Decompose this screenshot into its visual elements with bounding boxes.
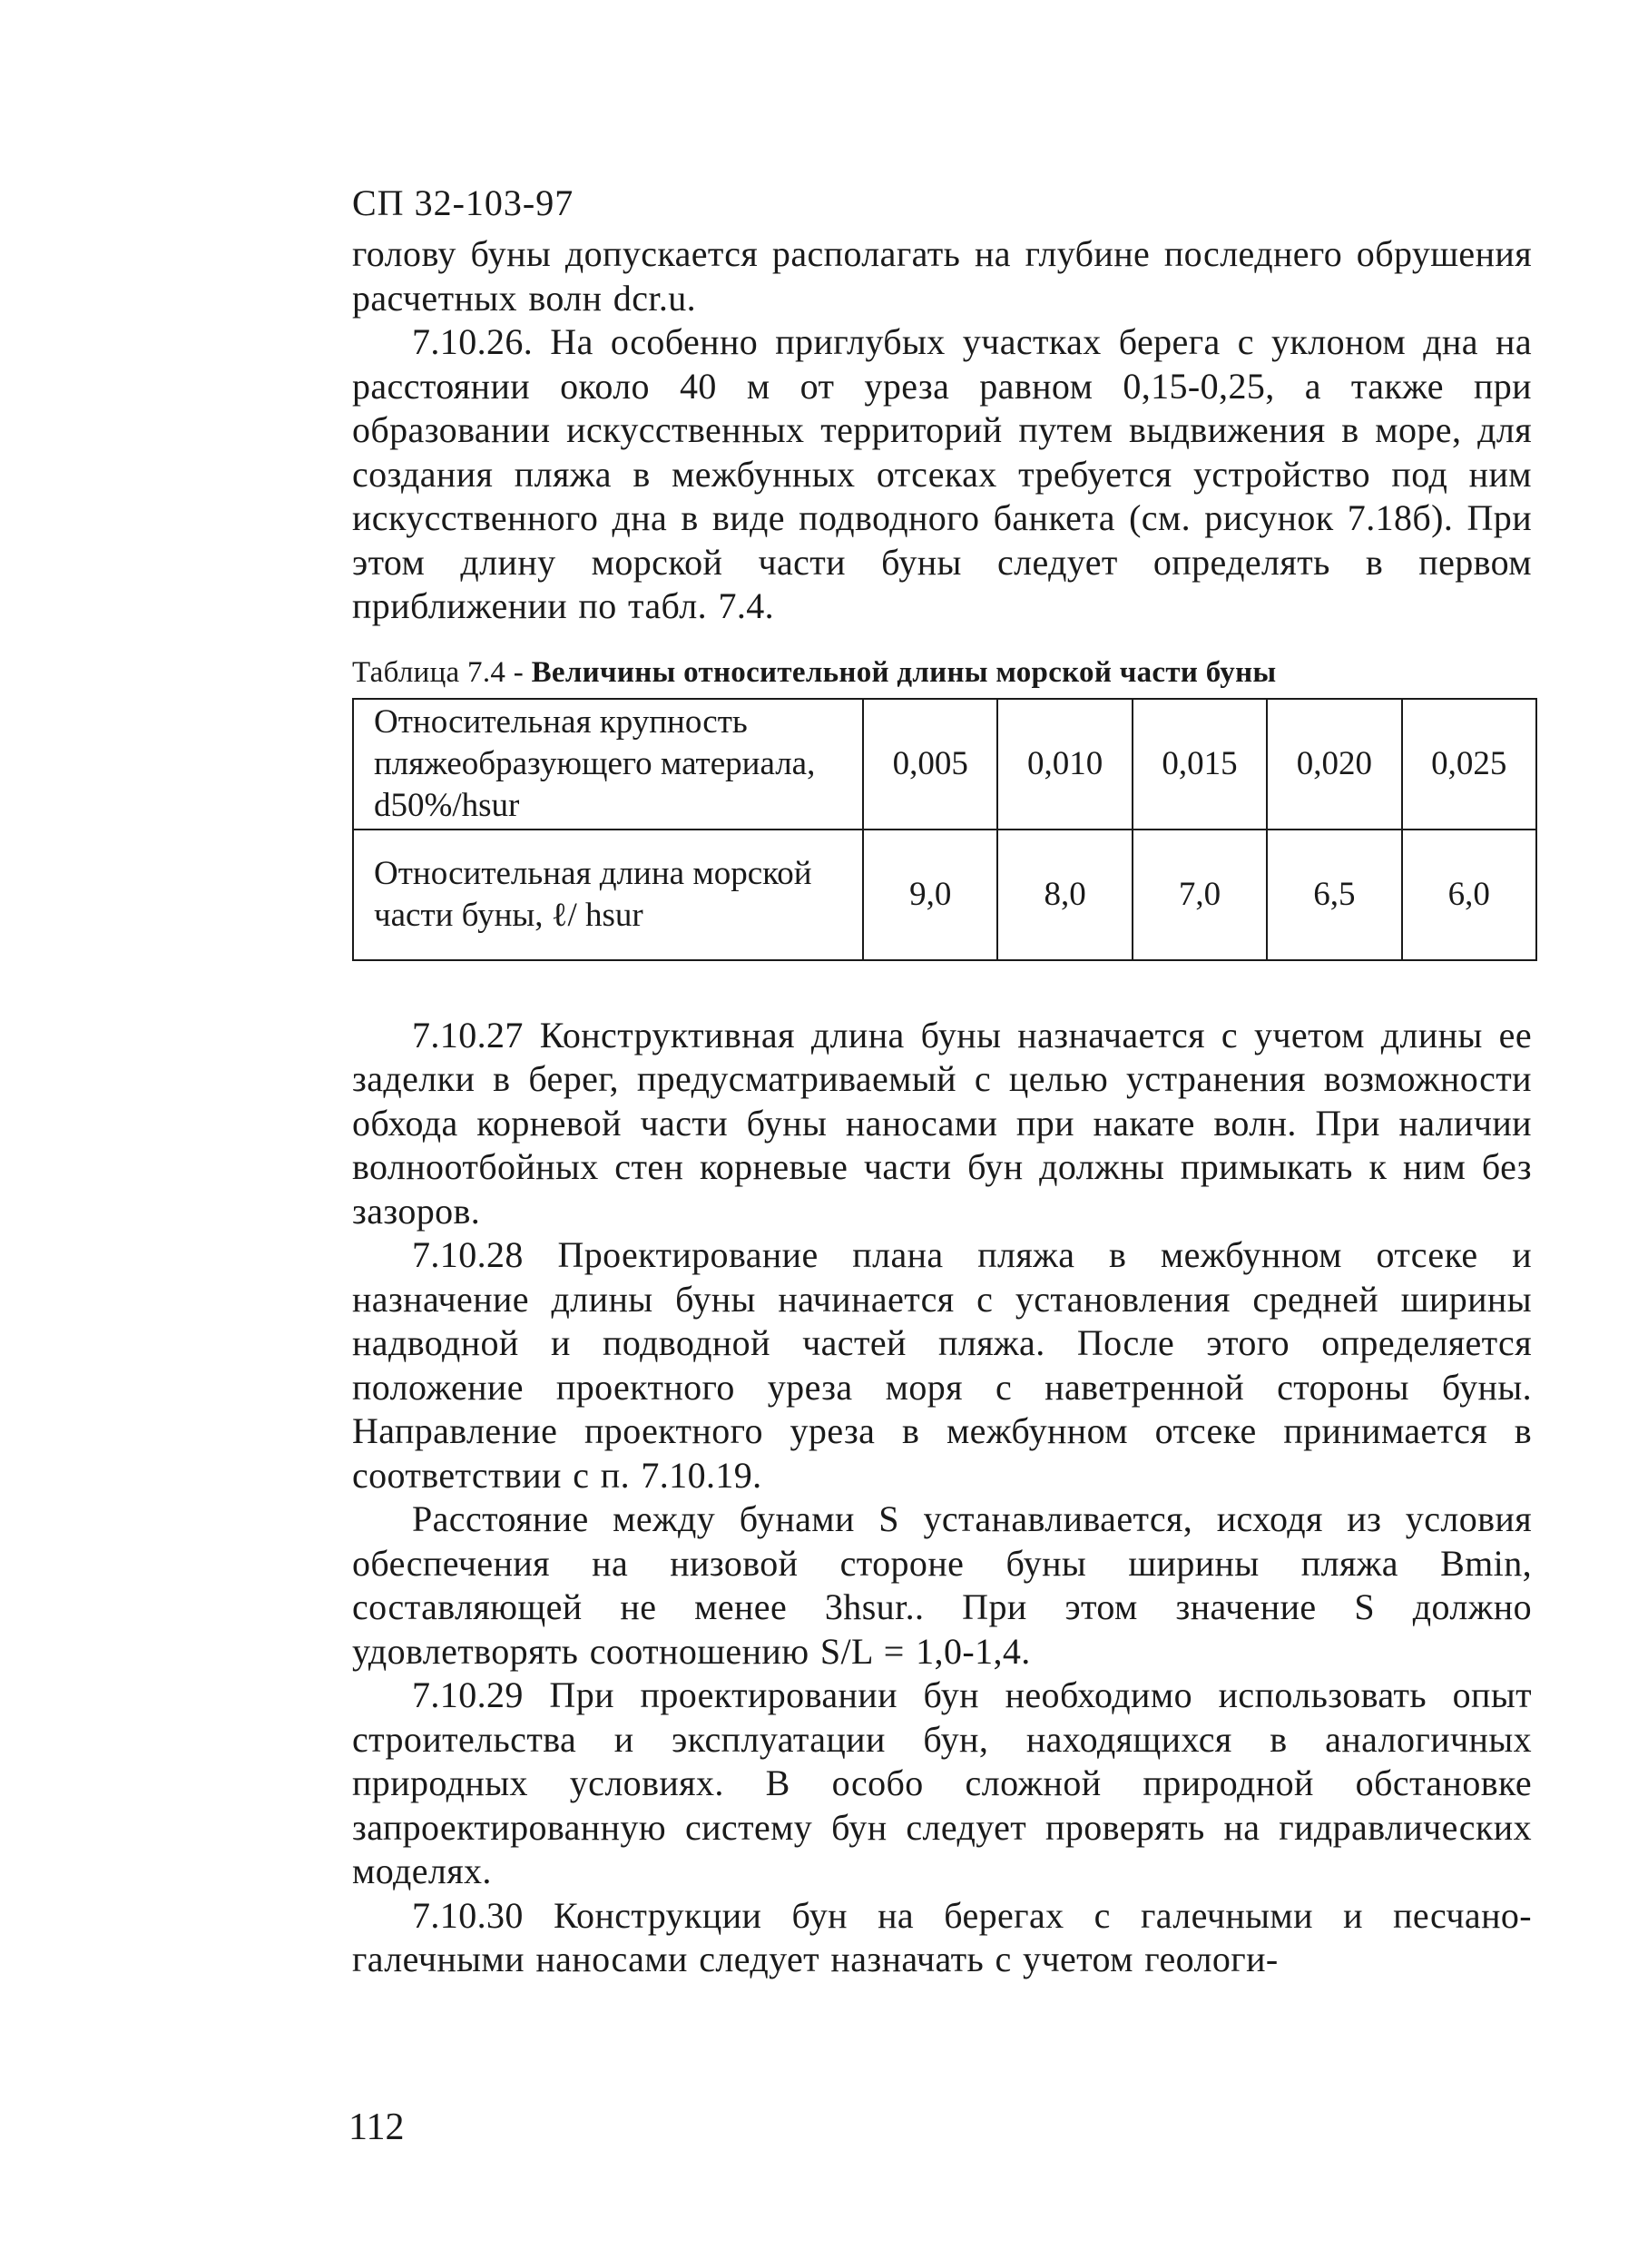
paragraph-groin-spacing: Расстояние между бунами S устанавливается, исходя из условия обеспечения на низовой стороне буны ширины пляжа Bmin, составляющей не менее 3hsur.. При этом значение S должно удовлетворять соотношению S/L = 1,0-1,4. — [352, 1498, 1532, 1672]
table-cell: 7,0 — [1133, 830, 1267, 960]
table-cell: 6,5 — [1267, 830, 1401, 960]
paragraph-7-10-27: 7.10.27 Конструктивная длина буны назначается с учетом длины ее заделки в берег, предусматриваемый с целью устранения возможности обхода корневой части буны наносами при накате волн. При наличии волноотбойных стен корневые части бун должны примыкать к ним без зазоров. — [352, 1014, 1532, 1232]
table-cell: 8,0 — [997, 830, 1132, 960]
table-cell: 0,005 — [863, 699, 997, 830]
document-code-header: СП 32-103-97 — [352, 182, 574, 223]
paragraph-7-10-28: 7.10.28 Проектирование плана пляжа в межбунном отсеке и назначение длины буны начинается с установления средней ширины надводной и подводной частей пляжа. После этого определяется положение проектного уреза моря с наветренной стороны буны. Направление проектного уреза в межбунном отсеке принимается в соответствии с п. 7.10.19. — [352, 1234, 1532, 1496]
table-cell: 0,020 — [1267, 699, 1401, 830]
row-label-grain-size: Относительная крупность пляжеобразующего материала, d50%/hsur — [353, 699, 863, 830]
table-cell: 0,015 — [1133, 699, 1267, 830]
table-row — [353, 830, 1536, 960]
table-cell: 0,010 — [997, 699, 1132, 830]
table-caption-prefix: Таблица 7.4 - — [352, 655, 532, 689]
paragraph-7-10-26: 7.10.26. На особенно приглубых участках берега с уклоном дна на расстоянии около 40 м от уреза равном 0,15-0,25, а также при образовании искусственных территорий путем выдвижения в море, для создания пляжа в межбунных отсеках требуется устройство под ним искусственного дна в виде подводного банкета (см. рисунок 7.18б). При этом длину морской части буны следует определять в первом приближении по табл. 7.4. — [352, 321, 1532, 626]
table-cell: 6,0 — [1402, 830, 1536, 960]
table-row — [353, 699, 1536, 830]
table-caption-title: Величины относительной длины морской части буны — [531, 655, 1277, 689]
table-caption — [352, 654, 1532, 691]
row-label-groin-length: Относительная длина морской части буны, ℓ/ hsur — [353, 830, 863, 960]
paragraph-continuation: голову буны допускается располагать на глубине последнего обрушения расчетных волн dcr.u. — [352, 233, 1532, 319]
page-number: 112 — [348, 2106, 405, 2148]
table-cell: 9,0 — [863, 830, 997, 960]
table-cell: 0,025 — [1402, 699, 1536, 830]
document-page — [352, 182, 1532, 1982]
table-7-4 — [352, 698, 1537, 961]
paragraph-7-10-29: 7.10.29 При проектировании бун необходимо использовать опыт строительства и эксплуатации бун, находящихся в аналогичных природных условиях. В особо сложной природной обстановке запроектированную систему бун следует проверять на гидравлических моделях. — [352, 1674, 1532, 1891]
paragraph-7-10-30: 7.10.30 Конструкции бун на берегах с галечными и песчано-галечными наносами следует назначать с учетом геологи- — [352, 1894, 1532, 1979]
